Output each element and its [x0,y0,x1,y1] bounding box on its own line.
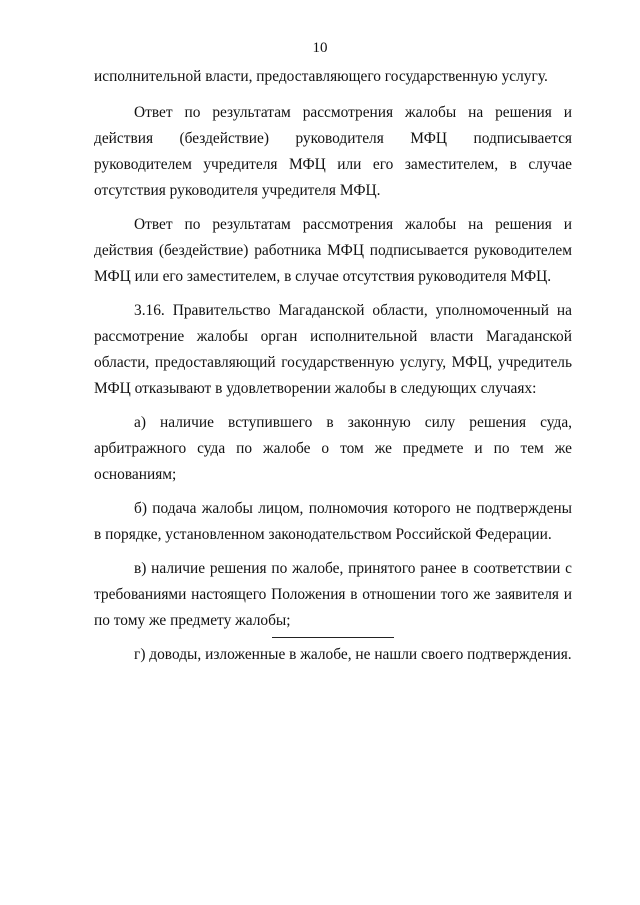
paragraph-response-manager: Ответ по результатам рассмотрения жалобы на решения и действия (бездействие) руководителя МФЦ подписывается руководителем учредителя МФЦ или его заместителем, в случае отсутствия руководителя учредителя МФЦ. [94,104,572,199]
list-item-v: в) наличие решения по жалобе, принятого ранее в соответствии с требованиями настоящего Положения в отношении того же заявителя и по тому же предмету жалобы; [94,560,572,629]
list-item-b: б) подача жалобы лицом, полномочия которого не подтверждены в порядке, установленном законодательством Российской Федерации. [94,500,572,543]
paragraph-continuation: исполнительной власти, предоставляющего государственную услугу. [94,68,548,85]
end-of-document-rule [272,637,394,638]
paragraph-response-employee: Ответ по результатам рассмотрения жалобы на решения и действия (бездействие) работника МФЦ подписывается руководителем МФЦ или его заместителем, в случае отсутствия руководителя МФЦ. [94,216,572,285]
list-item-g: г) доводы, изложенные в жалобе, не нашли своего подтверждения. [134,646,572,663]
page-number: 10 [312,40,328,56]
paragraph-section-3-16: 3.16. Правительство Магаданской области, уполномоченный на рассмотрение жалобы орган исполнительной власти Магаданской области, предоставляющий государственную услугу, МФЦ, учредитель МФЦ отказывают в удовлетворении жалобы в следующих случаях: [94,302,572,397]
list-item-a: а) наличие вступившего в законную силу решения суда, арбитражного суда по жалобе о том же предмете и по тем же основаниям; [94,414,572,483]
document-body [94,64,572,676]
